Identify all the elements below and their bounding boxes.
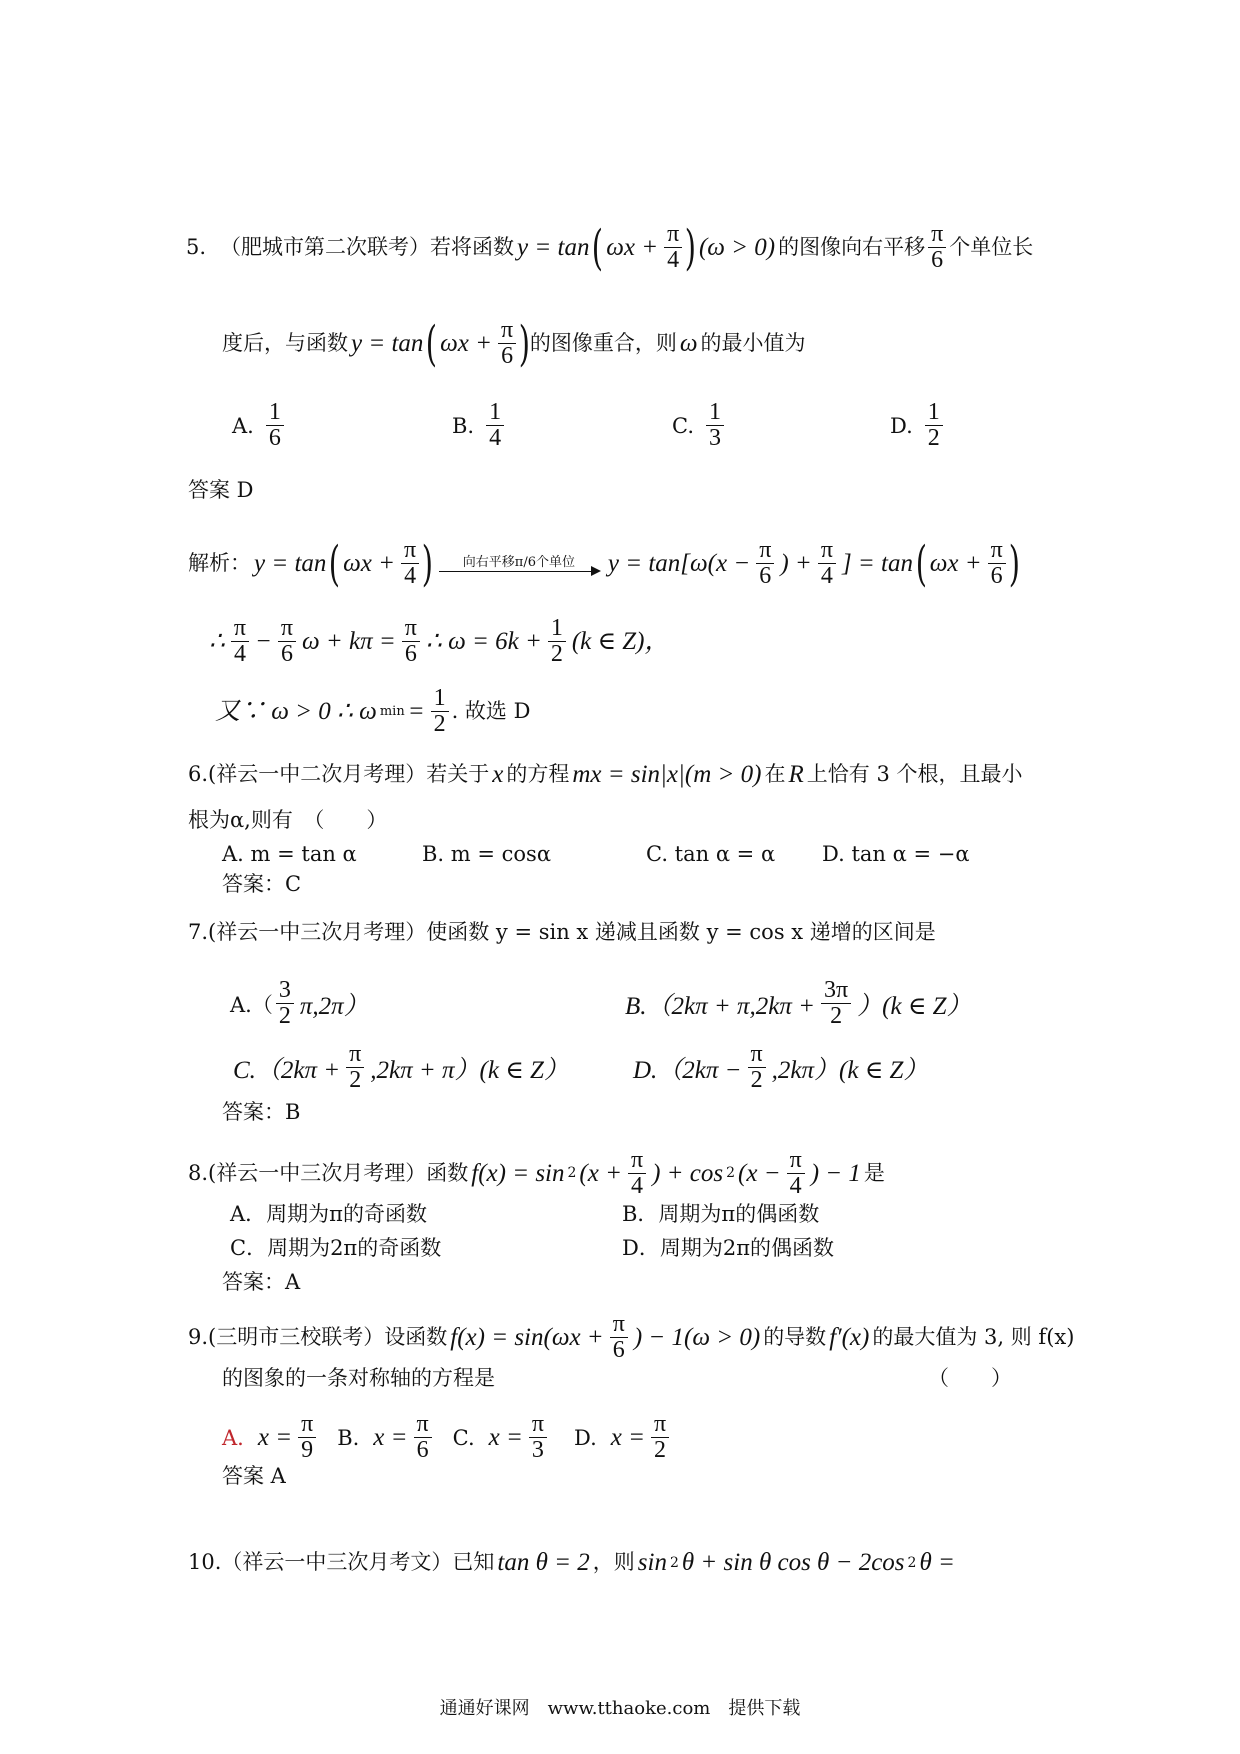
q5-option-a: A. $\frac{1}{6}$ [232,400,287,451]
paren-open: ( [592,219,604,276]
analysis-label: 解析： [188,551,251,576]
q5-line2-c: 的最小值为 [700,331,806,356]
q6-line1: 6. (祥云一中二次月考理）若关于 x 的方程 mx = sin|x|(m > 0) 在 R 上恰有 3 个根，且最小 [188,761,1023,788]
q8-option-d: D．周期为2π的偶函数 [622,1236,834,1260]
q5-text2: 个单位长 [949,235,1034,260]
q5-option-b: B. $\frac{1}{4}$ [452,400,507,451]
shift-arrow: 向右平移π/6个单位 [439,555,599,572]
q6-line2: 根为α,则有 （ ） [188,808,388,832]
q5-number: 5. [186,235,207,260]
q6-option-a: A. m = tan α [222,842,357,866]
q5-cond: (ω > 0) [698,233,776,261]
q7-line1: 7. (祥云一中三次月考理）使函数 y = sin x 递减且函数 y = cos x 递增的区间是 [188,920,936,944]
q8-option-c: C．周期为2π的奇函数 [230,1236,442,1260]
paren-close: ) [518,315,531,372]
q5-frac-pi-6b: $\frac{\pi}{6}$ [498,318,516,369]
q7-option-d: D.（2kπ − $\frac{\pi}{2}$ ,2kπ）(k ∈ Z） [633,1041,929,1094]
q5-option-d: D. $\frac{1}{2}$ [890,400,946,451]
q7-answer: 答案：B [222,1100,301,1124]
q9-paren: （ ） [928,1366,1012,1390]
q5-omega-x-2: ωx + [440,329,493,357]
q5-source: （肥城市第二次联考）若将函数 [220,235,515,260]
q9-line2: 的图象的一条对称轴的方程是 [222,1366,495,1390]
q10-line1: 10. （祥云一中三次月考文）已知 tan θ = 2 ，则 sin 2 θ + sin θ cos θ − 2cos 2 θ = [188,1549,955,1576]
q5-frac-pi-4: $\frac{\pi}{4}$ [664,222,682,273]
q5-line2 [222,315,806,372]
q7-option-a: A.（ $\frac{3}{2}$ π,2π） [230,977,369,1030]
q6-answer: 答案：C [222,872,302,896]
q5-line2-b: 的图像重合，则 [529,331,677,356]
q5-omega: ω [679,329,698,357]
q7-option-c: C.（2kπ + $\frac{\pi}{2}$ ,2kπ + π）(k ∈ Z） [233,1041,569,1094]
q9-options: A. x = $\frac{\pi}{9}$ B. x = $\frac{\pi}{6}$ C. x = $\frac{\pi}{3}$ D. x = $\frac{\pi}{2}$ [222,1412,672,1463]
q5-answer: 答案 D [188,478,254,502]
q8-option-b: B．周期为π的偶函数 [622,1202,820,1226]
q5-func-2: y = tan [351,329,424,357]
q5-func: y = tan [517,233,590,261]
q8-answer: 答案：A [222,1270,301,1294]
paren-open: ( [426,315,438,372]
q8-line1: 8. (祥云一中三次月考理）函数 f(x) = sin 2 (x + $\frac{\pi}{4}$ ) + cos 2 (x − $\frac{\pi}{4}$ ) − 1 是 [188,1147,885,1200]
q6-option-b: B. m = cosα [422,842,552,866]
q6-option-d: D. tan α = −α [822,842,970,866]
q7-option-b: B.（2kπ + π,2kπ + $\frac{3\pi}{2}$ ）(k ∈ Z） [625,977,972,1030]
q9-answer: 答案 A [222,1464,286,1488]
q9-option-a-label: A. [222,1425,244,1450]
q5-therefore: ∴ $\frac{\pi}{4}$ − $\frac{\pi}{6}$ ω + kπ = $\frac{\pi}{6}$ ∴ ω = 6k + $\frac{1}{2}$ (k ∈ Z)， [209,615,670,668]
q5-frac-pi-6: $\frac{\pi}{6}$ [928,222,946,273]
q5-option-c: C. $\frac{1}{3}$ [672,400,727,451]
q5-omega-x: ωx + [606,233,659,261]
q5-text1: 的图像向右平移 [778,235,926,260]
q6-option-c: C. tan α = α [646,842,776,866]
q5-line1 [186,219,1034,276]
q5-line2-a: 度后，与函数 [222,331,348,356]
q5-analysis: 解析： y = tan ( ωx + $\frac{\pi}{4}$ ) 向右平移π/6个单位 y = tan[ω(x − $\frac{\pi}{6}$ ) + $\frac{\pi}{4}$ ] = tan ( ωx + $\frac{\pi}{6}$ ) [188,535,1020,592]
footer: 通通好课网 www.tthaoke.com 提供下载 [439,1698,801,1719]
q8-option-a: A．周期为π的奇函数 [230,1202,427,1226]
q5-also: 又∵ ω > 0 ∴ ω min = $\frac{1}{2}$ . 故选 D [215,685,531,738]
paren-close: ) [684,219,697,276]
q9-line1: 9. (三明市三校联考）设函数 f(x) = sin(ωx + $\frac{\pi}{6}$ ) − 1(ω > 0) 的导数 f′(x) 的最大值为 3, 则 f(x) [188,1311,1075,1364]
